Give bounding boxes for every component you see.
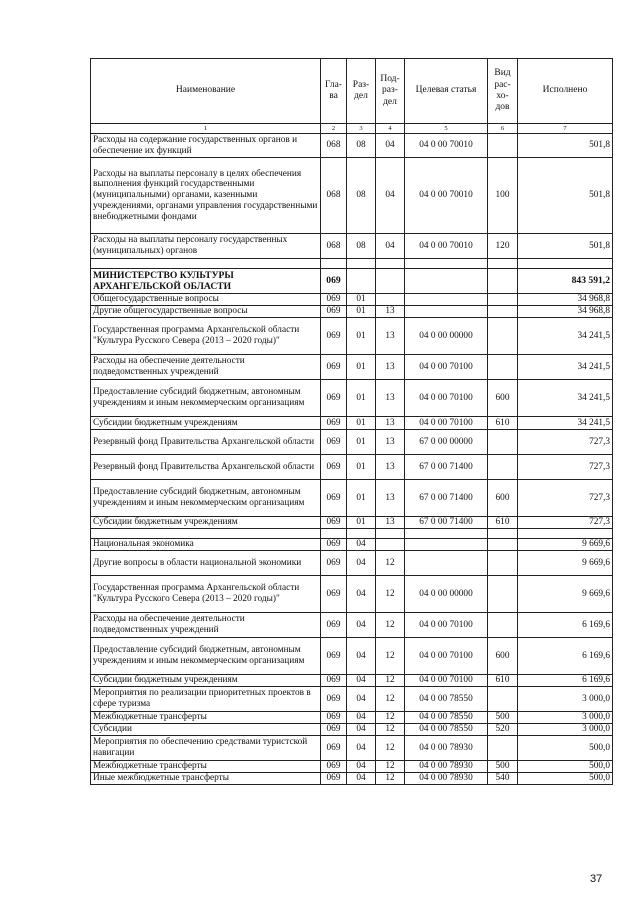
cell-statya: 67 0 00 71400 xyxy=(405,517,488,529)
table-body xyxy=(91,134,613,785)
cell-glava: 069 xyxy=(321,355,347,380)
cell-vid xyxy=(488,529,518,539)
header-vid: Вид рас-хо-дов xyxy=(488,59,518,124)
table-row xyxy=(91,638,613,675)
cell-name: Субсидии xyxy=(91,724,321,736)
cell-glava: 069 xyxy=(321,712,347,724)
cell-glava: 069 xyxy=(321,306,347,318)
cell-vid xyxy=(488,576,518,613)
table-row xyxy=(91,355,613,380)
cell-vid xyxy=(488,736,518,761)
cell-razdel xyxy=(347,529,376,539)
cell-podrazdel: 13 xyxy=(376,380,405,417)
table-row xyxy=(91,724,613,736)
header-name: Наименование xyxy=(91,59,321,124)
cell-value: 3 000,0 xyxy=(518,724,613,736)
cell-vid xyxy=(488,687,518,712)
col-number: 6 xyxy=(488,124,518,134)
cell-razdel: 04 xyxy=(347,613,376,638)
cell-statya: 04 0 00 70100 xyxy=(405,675,488,687)
cell-podrazdel: 13 xyxy=(376,318,405,355)
cell-statya: 04 0 00 70100 xyxy=(405,613,488,638)
cell-podrazdel: 04 xyxy=(376,234,405,259)
cell-statya: 04 0 00 78930 xyxy=(405,736,488,761)
cell-name: МИНИСТЕРСТВО КУЛЬТУРЫ АРХАНГЕЛЬСКОЙ ОБЛАСТИ xyxy=(91,269,321,294)
cell-podrazdel xyxy=(376,539,405,551)
cell-value xyxy=(518,529,613,539)
cell-glava: 069 xyxy=(321,269,347,294)
cell-value: 500,0 xyxy=(518,761,613,773)
cell-podrazdel xyxy=(376,529,405,539)
cell-glava xyxy=(321,259,347,269)
table-row xyxy=(91,576,613,613)
cell-value: 9 669,6 xyxy=(518,576,613,613)
table-row xyxy=(91,773,613,785)
cell-glava: 069 xyxy=(321,318,347,355)
table-row xyxy=(91,687,613,712)
cell-statya: 04 0 00 70010 xyxy=(405,158,488,234)
cell-vid: 500 xyxy=(488,761,518,773)
cell-name: Иные межбюджетные трансферты xyxy=(91,773,321,785)
col-number: 1 xyxy=(91,124,321,134)
cell-razdel: 01 xyxy=(347,380,376,417)
cell-value: 727,3 xyxy=(518,430,613,455)
table-row xyxy=(91,455,613,480)
table-row xyxy=(91,480,613,517)
cell-statya: 67 0 00 71400 xyxy=(405,455,488,480)
cell-statya: 04 0 00 70100 xyxy=(405,380,488,417)
cell-statya: 04 0 00 78930 xyxy=(405,761,488,773)
cell-value xyxy=(518,259,613,269)
cell-statya: 04 0 00 00000 xyxy=(405,318,488,355)
cell-razdel xyxy=(347,259,376,269)
cell-value: 727,3 xyxy=(518,517,613,529)
table-row xyxy=(91,430,613,455)
table-row xyxy=(91,736,613,761)
cell-value: 727,3 xyxy=(518,455,613,480)
cell-glava: 069 xyxy=(321,417,347,430)
cell-razdel: 08 xyxy=(347,158,376,234)
cell-value: 34 968,8 xyxy=(518,294,613,306)
blank-row xyxy=(91,259,613,269)
header-statya: Целевая статья xyxy=(405,59,488,124)
cell-glava: 069 xyxy=(321,380,347,417)
cell-glava: 069 xyxy=(321,551,347,576)
cell-statya: 67 0 00 00000 xyxy=(405,430,488,455)
cell-podrazdel: 13 xyxy=(376,355,405,380)
cell-razdel: 01 xyxy=(347,318,376,355)
table-row xyxy=(91,318,613,355)
cell-razdel: 01 xyxy=(347,417,376,430)
cell-glava: 069 xyxy=(321,638,347,675)
budget-table xyxy=(90,58,613,785)
cell-name: Другие общегосударственные вопросы xyxy=(91,306,321,318)
cell-glava: 069 xyxy=(321,773,347,785)
table-row xyxy=(91,761,613,773)
cell-name: Расходы на обеспечение деятельности подведомственных учреждений xyxy=(91,613,321,638)
cell-name: Резервный фонд Правительства Архангельской области xyxy=(91,430,321,455)
cell-podrazdel: 12 xyxy=(376,736,405,761)
cell-razdel: 01 xyxy=(347,306,376,318)
cell-razdel: 04 xyxy=(347,712,376,724)
cell-name: Мероприятия по реализации приоритетных проектов в сфере туризма xyxy=(91,687,321,712)
cell-statya xyxy=(405,269,488,294)
cell-vid: 600 xyxy=(488,638,518,675)
cell-vid xyxy=(488,551,518,576)
cell-name: Мероприятия по обеспечению средствами туристской навигации xyxy=(91,736,321,761)
table-row xyxy=(91,551,613,576)
cell-razdel: 04 xyxy=(347,539,376,551)
cell-glava: 069 xyxy=(321,613,347,638)
cell-podrazdel: 12 xyxy=(376,551,405,576)
cell-name: Другие вопросы в области национальной экономики xyxy=(91,551,321,576)
cell-vid xyxy=(488,430,518,455)
cell-name: Национальная экономика xyxy=(91,539,321,551)
cell-value: 843 591,2 xyxy=(518,269,613,294)
cell-razdel: 01 xyxy=(347,455,376,480)
col-number: 4 xyxy=(376,124,405,134)
cell-podrazdel: 12 xyxy=(376,613,405,638)
table-row xyxy=(91,294,613,306)
cell-name: Предоставление субсидий бюджетным, автономным учреждениям и иным некоммерческим организациям xyxy=(91,380,321,417)
table-row xyxy=(91,306,613,318)
cell-statya: 04 0 00 70100 xyxy=(405,638,488,675)
cell-name: Межбюджетные трансферты xyxy=(91,712,321,724)
cell-vid xyxy=(488,355,518,380)
table-row xyxy=(91,158,613,234)
cell-glava: 069 xyxy=(321,576,347,613)
cell-vid: 100 xyxy=(488,158,518,234)
cell-vid xyxy=(488,306,518,318)
cell-glava: 069 xyxy=(321,761,347,773)
cell-vid xyxy=(488,318,518,355)
table-row xyxy=(91,517,613,529)
cell-statya: 04 0 00 78550 xyxy=(405,724,488,736)
cell-name: Предоставление субсидий бюджетным, автономным учреждениям и иным некоммерческим организациям xyxy=(91,480,321,517)
cell-podrazdel: 13 xyxy=(376,430,405,455)
page-number: 37 xyxy=(590,873,603,885)
cell-vid: 600 xyxy=(488,380,518,417)
cell-name: Государственная программа Архангельской области "Культура Русского Севера (2013 – 2020 годы)" xyxy=(91,576,321,613)
cell-glava: 069 xyxy=(321,736,347,761)
column-number-row xyxy=(91,124,613,134)
cell-name: Расходы на содержание государственных органов и обеспечение их функций xyxy=(91,134,321,158)
cell-value: 501,8 xyxy=(518,234,613,259)
cell-value: 9 669,6 xyxy=(518,551,613,576)
cell-glava xyxy=(321,529,347,539)
cell-statya: 04 0 00 70100 xyxy=(405,355,488,380)
cell-statya xyxy=(405,259,488,269)
cell-podrazdel xyxy=(376,294,405,306)
cell-value: 6 169,6 xyxy=(518,675,613,687)
cell-razdel: 04 xyxy=(347,576,376,613)
cell-razdel: 01 xyxy=(347,480,376,517)
cell-name: Государственная программа Архангельской области "Культура Русского Севера (2013 – 2020 годы)" xyxy=(91,318,321,355)
col-number: 5 xyxy=(405,124,488,134)
header-razdel: Раз-дел xyxy=(347,59,376,124)
cell-name: Расходы на обеспечение деятельности подведомственных учреждений xyxy=(91,355,321,380)
cell-value: 3 000,0 xyxy=(518,712,613,724)
cell-vid: 600 xyxy=(488,480,518,517)
cell-razdel: 04 xyxy=(347,687,376,712)
cell-glava: 069 xyxy=(321,430,347,455)
cell-name: Общегосударственные вопросы xyxy=(91,294,321,306)
cell-glava: 068 xyxy=(321,134,347,158)
cell-vid: 610 xyxy=(488,675,518,687)
cell-statya: 67 0 00 71400 xyxy=(405,480,488,517)
cell-razdel: 04 xyxy=(347,724,376,736)
cell-glava: 069 xyxy=(321,687,347,712)
cell-statya xyxy=(405,294,488,306)
col-number: 2 xyxy=(321,124,347,134)
cell-podrazdel: 13 xyxy=(376,480,405,517)
table-row xyxy=(91,134,613,158)
cell-value: 3 000,0 xyxy=(518,687,613,712)
cell-name: Расходы на выплаты персоналу государственных (муниципальных) органов xyxy=(91,234,321,259)
table-row xyxy=(91,712,613,724)
cell-name xyxy=(91,259,321,269)
cell-value: 500,0 xyxy=(518,773,613,785)
cell-razdel: 04 xyxy=(347,761,376,773)
cell-statya: 04 0 00 00000 xyxy=(405,576,488,613)
cell-vid xyxy=(488,294,518,306)
cell-podrazdel: 13 xyxy=(376,455,405,480)
cell-podrazdel: 04 xyxy=(376,158,405,234)
header-podrazdel: Под-раз-дел xyxy=(376,59,405,124)
cell-name: Расходы на выплаты персоналу в целях обеспечения выполнения функций государственными (муниципальными) органами, казенными учреждениями, органами управления государственными внебюджетными фондами xyxy=(91,158,321,234)
cell-podrazdel: 12 xyxy=(376,773,405,785)
header-glava: Гла-ва xyxy=(321,59,347,124)
cell-vid xyxy=(488,613,518,638)
cell-value: 501,8 xyxy=(518,134,613,158)
cell-value: 6 169,6 xyxy=(518,638,613,675)
cell-razdel: 08 xyxy=(347,234,376,259)
cell-vid xyxy=(488,269,518,294)
cell-vid xyxy=(488,455,518,480)
cell-statya xyxy=(405,306,488,318)
cell-value: 34 241,5 xyxy=(518,318,613,355)
cell-value: 34 241,5 xyxy=(518,380,613,417)
cell-podrazdel: 12 xyxy=(376,576,405,613)
cell-vid: 540 xyxy=(488,773,518,785)
table-header-row xyxy=(91,59,613,124)
cell-podrazdel: 12 xyxy=(376,724,405,736)
cell-value: 500,0 xyxy=(518,736,613,761)
cell-razdel xyxy=(347,269,376,294)
cell-name: Резервный фонд Правительства Архангельской области xyxy=(91,455,321,480)
header-value: Исполнено xyxy=(518,59,613,124)
table-row xyxy=(91,539,613,551)
cell-name: Субсидии бюджетным учреждениям xyxy=(91,517,321,529)
cell-statya: 04 0 00 70010 xyxy=(405,234,488,259)
cell-statya xyxy=(405,551,488,576)
cell-glava: 069 xyxy=(321,724,347,736)
cell-podrazdel: 12 xyxy=(376,638,405,675)
cell-value: 34 968,8 xyxy=(518,306,613,318)
cell-glava: 069 xyxy=(321,675,347,687)
cell-statya: 04 0 00 78550 xyxy=(405,687,488,712)
cell-glava: 069 xyxy=(321,539,347,551)
cell-vid xyxy=(488,259,518,269)
cell-value: 9 669,6 xyxy=(518,539,613,551)
cell-name: Предоставление субсидий бюджетным, автономным учреждениям и иным некоммерческим организациям xyxy=(91,638,321,675)
cell-value: 727,3 xyxy=(518,480,613,517)
table-row xyxy=(91,234,613,259)
cell-statya: 04 0 00 70100 xyxy=(405,417,488,430)
col-number: 3 xyxy=(347,124,376,134)
cell-podrazdel: 12 xyxy=(376,687,405,712)
cell-glava: 069 xyxy=(321,517,347,529)
cell-glava: 068 xyxy=(321,234,347,259)
cell-statya: 04 0 00 78550 xyxy=(405,712,488,724)
cell-razdel: 04 xyxy=(347,551,376,576)
blank-row xyxy=(91,529,613,539)
cell-razdel: 04 xyxy=(347,675,376,687)
cell-podrazdel: 13 xyxy=(376,417,405,430)
table-row xyxy=(91,613,613,638)
col-number: 7 xyxy=(518,124,613,134)
cell-vid: 610 xyxy=(488,417,518,430)
cell-vid: 120 xyxy=(488,234,518,259)
cell-vid xyxy=(488,134,518,158)
cell-glava: 069 xyxy=(321,294,347,306)
cell-value: 6 169,6 xyxy=(518,613,613,638)
cell-podrazdel: 12 xyxy=(376,761,405,773)
cell-value: 34 241,5 xyxy=(518,417,613,430)
table-row xyxy=(91,380,613,417)
cell-razdel: 04 xyxy=(347,773,376,785)
cell-vid: 500 xyxy=(488,712,518,724)
cell-statya xyxy=(405,539,488,551)
cell-vid xyxy=(488,539,518,551)
cell-name: Межбюджетные трансферты xyxy=(91,761,321,773)
cell-podrazdel: 12 xyxy=(376,712,405,724)
table-row xyxy=(91,269,613,294)
cell-razdel: 08 xyxy=(347,134,376,158)
cell-podrazdel: 04 xyxy=(376,134,405,158)
cell-name xyxy=(91,529,321,539)
cell-glava: 068 xyxy=(321,158,347,234)
cell-podrazdel: 12 xyxy=(376,675,405,687)
cell-vid: 520 xyxy=(488,724,518,736)
cell-razdel: 01 xyxy=(347,294,376,306)
cell-razdel: 04 xyxy=(347,638,376,675)
cell-podrazdel xyxy=(376,269,405,294)
cell-value: 34 241,5 xyxy=(518,355,613,380)
cell-statya xyxy=(405,529,488,539)
cell-razdel: 01 xyxy=(347,430,376,455)
cell-name: Субсидии бюджетным учреждениям xyxy=(91,417,321,430)
cell-glava: 069 xyxy=(321,480,347,517)
cell-vid: 610 xyxy=(488,517,518,529)
table-row xyxy=(91,675,613,687)
cell-razdel: 04 xyxy=(347,736,376,761)
table-row xyxy=(91,417,613,430)
cell-podrazdel: 13 xyxy=(376,306,405,318)
cell-glava: 069 xyxy=(321,455,347,480)
cell-podrazdel xyxy=(376,259,405,269)
cell-statya: 04 0 00 70010 xyxy=(405,134,488,158)
cell-name: Субсидии бюджетным учреждениям xyxy=(91,675,321,687)
cell-statya: 04 0 00 78930 xyxy=(405,773,488,785)
cell-podrazdel: 13 xyxy=(376,517,405,529)
cell-razdel: 01 xyxy=(347,355,376,380)
cell-razdel: 01 xyxy=(347,517,376,529)
cell-value: 501,8 xyxy=(518,158,613,234)
